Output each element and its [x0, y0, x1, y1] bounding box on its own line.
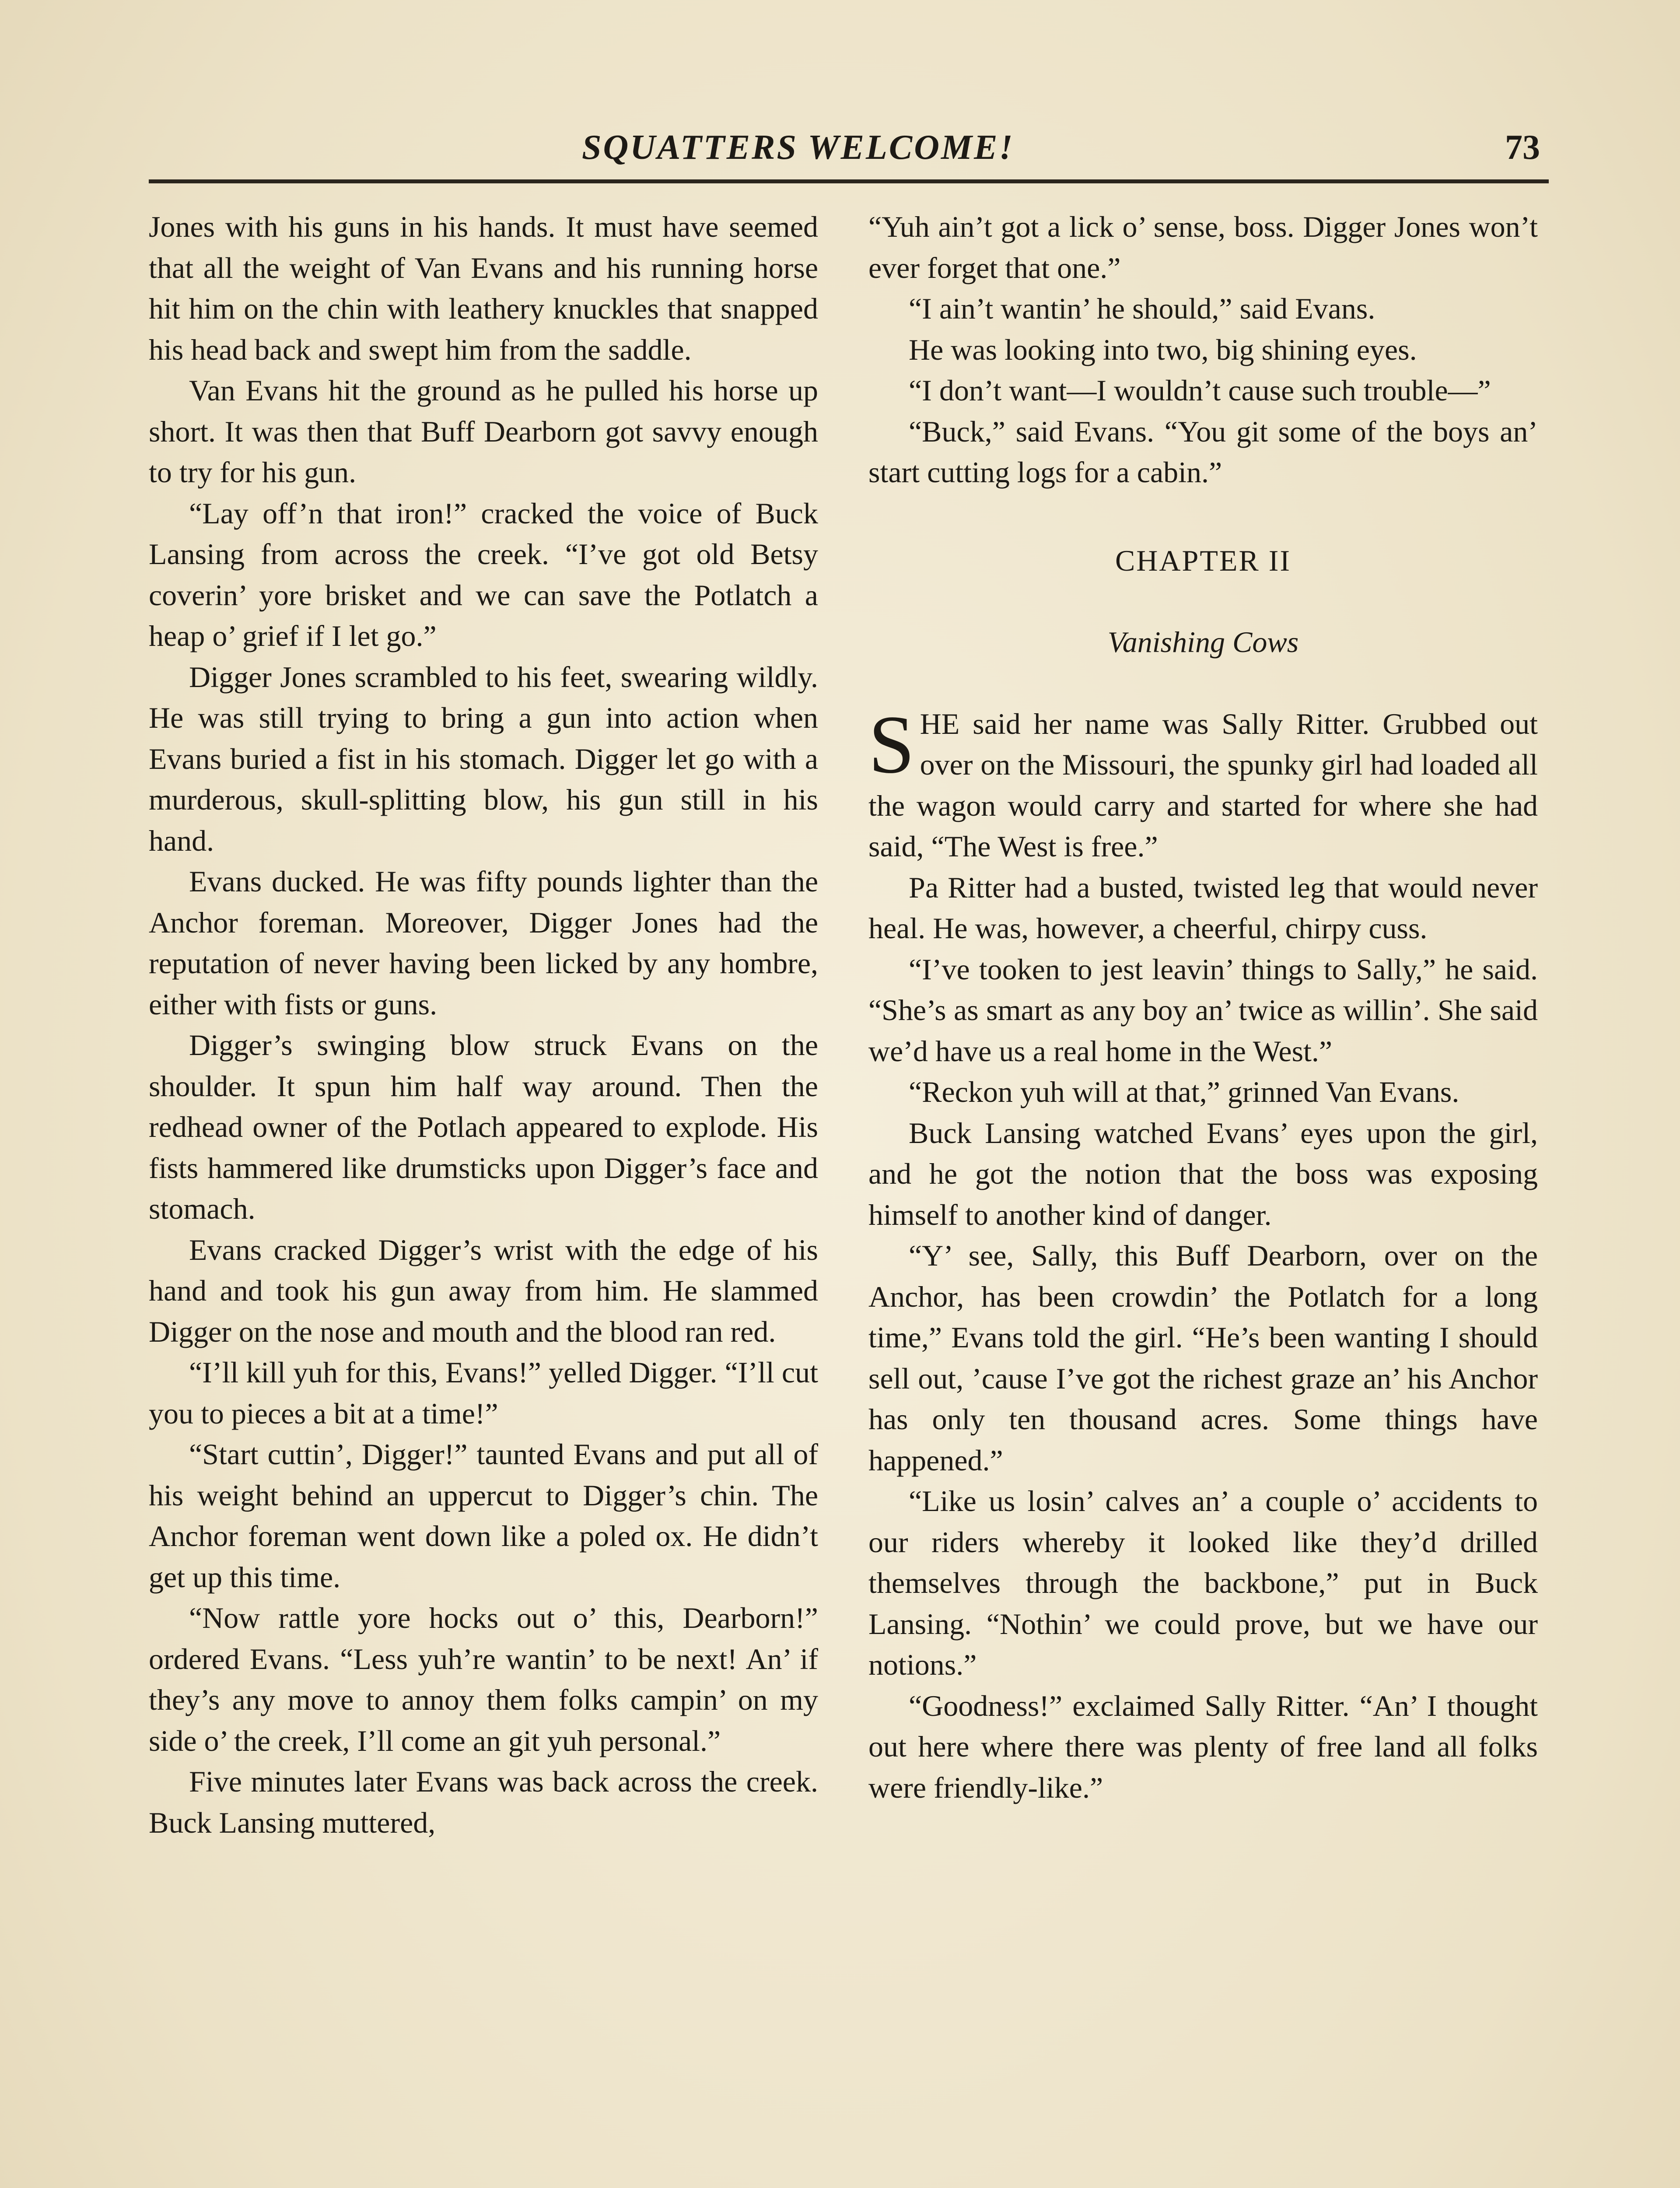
left-column	[149, 207, 818, 1843]
paragraph: “Yuh ain’t got a lick o’ sense, boss. Digger Jones won’t ever forget that one.”	[868, 210, 1538, 284]
drop-cap: S	[868, 698, 915, 791]
page-number: 73	[1505, 128, 1540, 167]
paragraph: Evans cracked Digger’s wrist with the edge of his hand and took his gun away from him. He slammed Digger on the nose and mouth and the blood ran red.	[149, 1233, 818, 1348]
paragraph: Evans ducked. He was fifty pounds lighter than the Anchor foreman. Moreover, Digger Jones had the reputation of never having been licked by any hombre, either with fists or guns.	[149, 865, 818, 1021]
paragraph: He was looking into two, big shining eyes.	[909, 333, 1417, 366]
chapter-subtitle: Vanishing Cows	[1107, 625, 1299, 659]
chapter-title: CHAPTER II	[1115, 543, 1292, 577]
paragraph: “Start cuttin’, Digger!” taunted Evans and put all of his weight behind an uppercut to Digger’s chin. The Anchor foreman went down like a poled ox. He didn’t get up this time.	[149, 1438, 818, 1594]
paragraph: “I ain’t wantin’ he should,” said Evans.	[909, 292, 1376, 325]
first-paragraph-text: HE said her name was Sally Ritter. Grubbed out over on the Missouri, the spunky girl had loaded all the wagon would carry and started for where she had said, “The West is free.”	[868, 707, 1538, 863]
paragraph: Pa Ritter had a busted, twisted leg that would never heal. He was, however, a cheerful, chirpy cuss.	[868, 870, 1538, 945]
paragraph: “Like us losin’ calves an’ a couple o’ accidents to our riders whereby it looked like they’d drilled themselves through the backbone,” put in Buck Lansing. “Nothin’ we could prove, but we have our notions.”	[868, 1484, 1538, 1681]
paragraph: “Y’ see, Sally, this Buff Dearborn, over on the Anchor, has been crowdin’ the Potlatch for a long time,” Evans told the girl. “He’s been wanting I should sell out, ’cause I’ve got the richest graze an’ his Anchor has only ten thousand acres. Some things have happened.”	[868, 1239, 1538, 1477]
right-column	[868, 207, 1538, 1808]
paragraph: “Now rattle yore hocks out o’ this, Dearborn!” ordered Evans. “Less yuh’re wantin’ to be next! An’ if they’s any move to annoy them folks campin’ on my side o’ the creek, I’ll come an git yuh personal.”	[149, 1601, 818, 1757]
paragraph: Five minutes later Evans was back across the creek. Buck Lansing muttered,	[149, 1765, 818, 1839]
running-title: SQUATTERS WELCOME!	[582, 128, 1015, 167]
paragraph: Digger Jones scrambled to his feet, swearing wildly. He was still trying to bring a gun into action when Evans buried a fist in his stomach. Digger let go with a murderous, skull-splitting blow, his gun still in his hand.	[149, 660, 818, 857]
paragraph: Jones with his guns in his hands. It must have seemed that all the weight of Van Evans and his running horse hit him on the chin with leathery knuckles that snapped his head back and swept him from the saddle.	[149, 210, 818, 366]
page-header	[149, 128, 1549, 176]
paragraph: “I’ll kill yuh for this, Evans!” yelled Digger. “I’ll cut you to pieces a bit at a time!”	[149, 1356, 818, 1430]
chapter-first-paragraph	[868, 698, 1538, 867]
paragraph: “I don’t want—I wouldn’t cause such trouble—”	[909, 374, 1491, 407]
header-rule	[149, 179, 1549, 183]
paragraph: “Buck,” said Evans. “You git some of the boys an’ start cutting logs for a cabin.”	[868, 414, 1538, 489]
paragraph: “Goodness!” exclaimed Sally Ritter. “An’ I thought out here where there was plenty of free land all folks were friendly-like.”	[868, 1689, 1538, 1804]
paragraph: Buck Lansing watched Evans’ eyes upon the girl, and he got the notion that the boss was exposing himself to another kind of danger.	[868, 1116, 1538, 1231]
paragraph: “Lay off’n that iron!” cracked the voice of Buck Lansing from across the creek. “I’ve got old Betsy coverin’ yore brisket and we can save the Potlatch a heap o’ grief if I let go.”	[149, 496, 818, 652]
paragraph: Digger’s swinging blow struck Evans on the shoulder. It spun him half way around. Then the redhead owner of the Potlach appeared to explode. His fists hammered like drumsticks upon Digger’s face and stomach.	[149, 1028, 818, 1225]
paragraph: Van Evans hit the ground as he pulled his horse up short. It was then that Buff Dearborn got savvy enough to try for his gun.	[149, 374, 818, 489]
paragraph: “Reckon yuh will at that,” grinned Van Evans.	[909, 1075, 1460, 1108]
paragraph: “I’ve tooken to jest leavin’ things to Sally,” he said. “She’s as smart as any boy an’ twice as willin’. She said we’d have us a real home in the West.”	[868, 952, 1538, 1068]
